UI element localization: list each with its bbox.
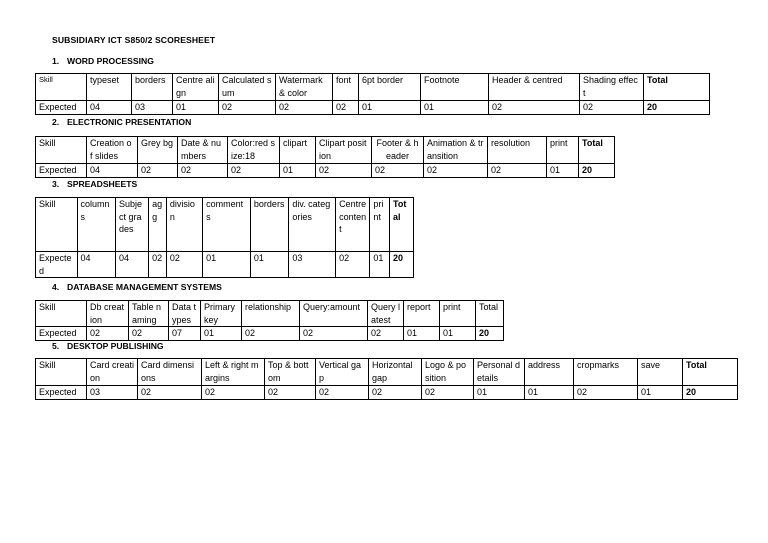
section-title: ELECTRONIC PRESENTATION <box>67 117 192 127</box>
skill-cell: save <box>638 359 683 386</box>
skill-cell: Top & bottom <box>265 359 316 386</box>
expected-cell: 02 <box>369 386 422 400</box>
expected-cell: 02 <box>276 101 333 115</box>
expected-row <box>36 386 738 400</box>
skill-row <box>36 359 738 386</box>
skill-cell: Vertical gap <box>316 359 369 386</box>
skill-cell: agg <box>149 198 167 252</box>
skill-cell: columns <box>77 198 115 252</box>
page-title: SUBSIDIARY ICT S850/2 SCORESHEET <box>52 35 216 45</box>
expected-row <box>36 252 414 278</box>
skill-cell: Footnote <box>421 74 489 101</box>
expected-cell: 01 <box>201 327 242 341</box>
expected-cell: 03 <box>289 252 336 278</box>
expected-cell: 02 <box>228 164 280 178</box>
expected-cell: 01 <box>359 101 421 115</box>
expected-row <box>36 164 615 178</box>
skill-label: Skill <box>36 359 87 386</box>
section-title: DESKTOP PUBLISHING <box>67 341 164 351</box>
expected-cell: 07 <box>169 327 201 341</box>
skill-cell: clipart <box>280 137 316 164</box>
expected-cell: 02 <box>316 164 372 178</box>
skill-cell: Calculated sum <box>219 74 276 101</box>
expected-cell: 02 <box>489 101 580 115</box>
skill-cell: div. categories <box>289 198 336 252</box>
skill-row <box>36 74 710 101</box>
expected-cell: 01 <box>638 386 683 400</box>
total-header: Total <box>644 74 710 101</box>
expected-cell: 02 <box>178 164 228 178</box>
expected-cell: 02 <box>138 164 178 178</box>
skill-cell: font <box>333 74 359 101</box>
skill-label: Skill <box>36 301 87 327</box>
expected-cell: 01 <box>525 386 574 400</box>
expected-cell: 02 <box>336 252 370 278</box>
skill-cell: Personal details <box>474 359 525 386</box>
expected-cell: 04 <box>87 164 138 178</box>
total-value: 20 <box>476 327 504 341</box>
skill-cell: Footer & header <box>372 137 424 164</box>
expected-cell: 02 <box>372 164 424 178</box>
total-value: 20 <box>683 386 738 400</box>
total-header: Total <box>683 359 738 386</box>
expected-cell: 01 <box>250 252 288 278</box>
skill-cell: typeset <box>87 74 132 101</box>
section-heading-desktop-publishing <box>52 341 164 351</box>
expected-cell: 01 <box>474 386 525 400</box>
skill-cell: Primary key <box>201 301 242 327</box>
skill-cell: print <box>440 301 476 327</box>
skill-cell: Logo & position <box>422 359 474 386</box>
spreadsheets-table <box>35 197 414 278</box>
expected-cell: 02 <box>574 386 638 400</box>
skill-cell: Query latest <box>368 301 404 327</box>
expected-cell: 01 <box>370 252 390 278</box>
expected-cell: 01 <box>280 164 316 178</box>
expected-cell: 02 <box>333 101 359 115</box>
expected-cell: 02 <box>138 386 202 400</box>
skill-cell: cropmarks <box>574 359 638 386</box>
skill-cell: borders <box>132 74 173 101</box>
expected-cell: 01 <box>421 101 489 115</box>
skill-cell: Data types <box>169 301 201 327</box>
expected-cell: 02 <box>580 101 644 115</box>
expected-cell: 03 <box>132 101 173 115</box>
total-header: Total <box>390 198 414 252</box>
skill-cell: Centre content <box>336 198 370 252</box>
skill-label: Skill <box>36 198 78 252</box>
skill-cell: division <box>166 198 202 252</box>
skill-cell: print <box>370 198 390 252</box>
section-number: 5. <box>52 341 60 351</box>
section-title: SPREADSHEETS <box>67 179 138 189</box>
skill-cell: Db creation <box>87 301 129 327</box>
expected-cell: 01 <box>203 252 251 278</box>
expected-cell: 02 <box>424 164 488 178</box>
section-heading-word-processing <box>52 56 154 66</box>
skill-cell: Clipart position <box>316 137 372 164</box>
skill-cell: Query:amount <box>300 301 368 327</box>
skill-cell: relationship <box>242 301 300 327</box>
section-title: DATABASE MANAGEMENT SYSTEMS <box>67 282 222 292</box>
skill-cell: Color:red size:18 <box>228 137 280 164</box>
expected-row <box>36 101 710 115</box>
expected-cell: 02 <box>368 327 404 341</box>
expected-cell: 02 <box>488 164 547 178</box>
expected-label: Expected <box>36 101 87 115</box>
expected-label: Expected <box>36 386 87 400</box>
skill-cell: Horizontal gap <box>369 359 422 386</box>
skill-row <box>36 198 414 252</box>
skill-cell: borders <box>250 198 288 252</box>
expected-cell: 04 <box>87 101 132 115</box>
section-number: 2. <box>52 117 60 127</box>
total-value: 20 <box>579 164 615 178</box>
total-header: Total <box>476 301 504 327</box>
total-value: 20 <box>390 252 414 278</box>
expected-cell: 04 <box>115 252 148 278</box>
skill-cell: resolution <box>488 137 547 164</box>
skill-cell: Card creation <box>87 359 138 386</box>
expected-label: Expected <box>36 252 78 278</box>
skill-row <box>36 137 615 164</box>
skill-label: Skill <box>36 137 87 164</box>
skill-cell: address <box>525 359 574 386</box>
skill-cell: Date & numbers <box>178 137 228 164</box>
expected-cell: 02 <box>242 327 300 341</box>
electronic-presentation-table <box>35 136 615 178</box>
word-processing-table <box>35 73 710 115</box>
skill-label: Skill <box>36 74 87 101</box>
expected-cell: 02 <box>300 327 368 341</box>
skill-cell: Subject grades <box>115 198 148 252</box>
total-value: 20 <box>644 101 710 115</box>
expected-cell: 01 <box>404 327 440 341</box>
section-number: 1. <box>52 56 60 66</box>
skill-cell: Left & right margins <box>202 359 265 386</box>
expected-label: Expected <box>36 327 87 341</box>
skill-row <box>36 301 504 327</box>
expected-cell: 02 <box>265 386 316 400</box>
skill-cell: print <box>547 137 579 164</box>
expected-cell: 02 <box>149 252 167 278</box>
expected-cell: 02 <box>166 252 202 278</box>
section-heading-electronic-presentation <box>52 117 191 127</box>
skill-cell: Creation of slides <box>87 137 138 164</box>
skill-cell: Shading effect <box>580 74 644 101</box>
section-heading-spreadsheets <box>52 179 137 189</box>
expected-row <box>36 327 504 341</box>
skill-cell: Card dimensions <box>138 359 202 386</box>
expected-cell: 02 <box>422 386 474 400</box>
expected-cell: 02 <box>202 386 265 400</box>
skill-cell: Centre align <box>173 74 219 101</box>
section-heading-database-management-systems <box>52 282 222 292</box>
skill-cell: Watermark & color <box>276 74 333 101</box>
skill-cell: Animation & transition <box>424 137 488 164</box>
desktop-publishing-table <box>35 358 738 400</box>
skill-cell: Grey bg <box>138 137 178 164</box>
section-title: WORD PROCESSING <box>67 56 154 66</box>
database-management-table <box>35 300 504 341</box>
expected-cell: 02 <box>87 327 129 341</box>
skill-cell: Table naming <box>129 301 169 327</box>
expected-cell: 03 <box>87 386 138 400</box>
skill-cell: 6pt border <box>359 74 421 101</box>
skill-cell: Header & centred <box>489 74 580 101</box>
expected-label: Expected <box>36 164 87 178</box>
expected-cell: 01 <box>173 101 219 115</box>
skill-cell: report <box>404 301 440 327</box>
skill-cell: comments <box>203 198 251 252</box>
section-number: 3. <box>52 179 60 189</box>
expected-cell: 01 <box>547 164 579 178</box>
expected-cell: 01 <box>440 327 476 341</box>
expected-cell: 02 <box>129 327 169 341</box>
expected-cell: 02 <box>316 386 369 400</box>
total-header: Total <box>579 137 615 164</box>
expected-cell: 02 <box>219 101 276 115</box>
expected-cell: 04 <box>77 252 115 278</box>
section-number: 4. <box>52 282 60 292</box>
